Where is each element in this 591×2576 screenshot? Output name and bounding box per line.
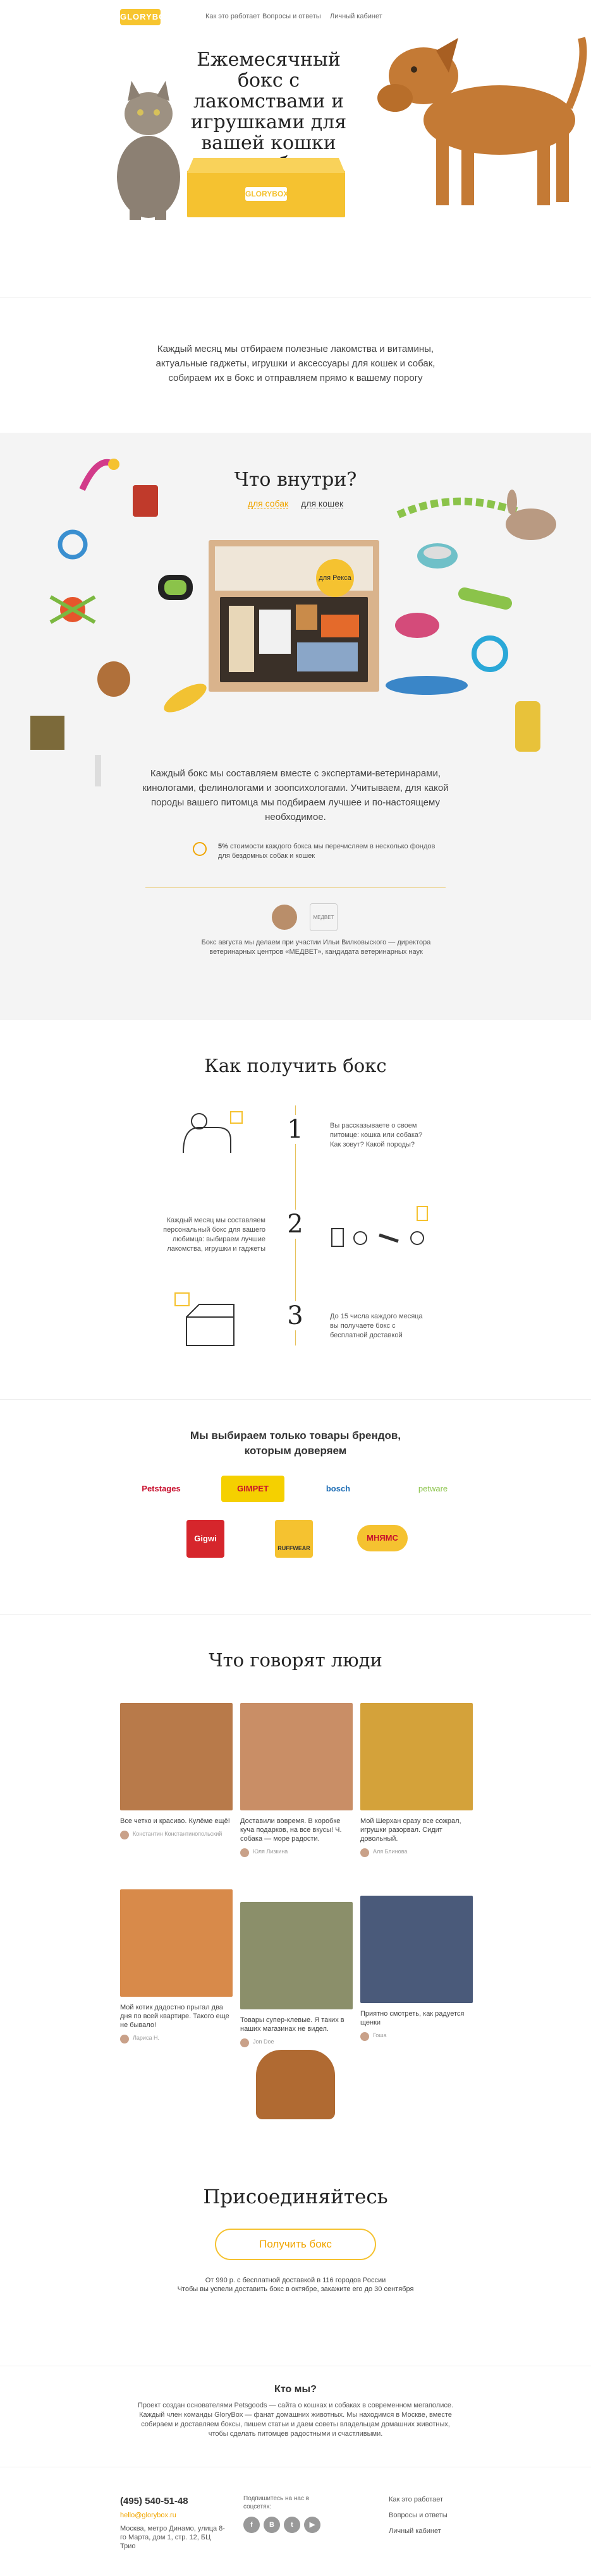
puppy-image	[256, 2050, 335, 2119]
brand-mnyams: МНЯМС	[357, 1525, 408, 1551]
expert-text: Бокс августа мы делаем при участии Ильи Вилковыского — директора ветеринарных центров «МЕДВЕТ», кандидата ветеринарных наук	[201, 939, 431, 956]
price-line-2: Чтобы вы успели доставить бокс в октябре, закажите его до 30 сентября	[177, 2285, 414, 2293]
rabbit-toy-icon	[493, 490, 563, 546]
open-box-image	[209, 540, 379, 692]
box-delivery-icon	[174, 1292, 243, 1352]
treat-bag-icon	[130, 482, 161, 520]
brand-ruffwear: RUFFWEAR	[275, 1520, 313, 1558]
review-author: Юля Лизкина	[240, 1848, 353, 1855]
medved-logo: МЕДВЕТ	[310, 903, 338, 931]
nav-account[interactable]: Личный кабинет	[330, 13, 382, 20]
hero-title: Ежемесячный бокс с лакомствами и игрушками для вашей кошки	[190, 49, 347, 154]
footer-how-it-works[interactable]: Как это работает	[389, 2496, 444, 2503]
review-author: Аля Блинова	[360, 1848, 473, 1855]
youtube-icon[interactable]: ▶	[304, 2517, 320, 2533]
charity-text: стоимости каждого бокса мы перечисляем в несколько фондов для бездомных собак и кошек	[218, 843, 436, 860]
about-section	[0, 2366, 591, 2467]
charity-note	[193, 842, 446, 861]
brand-gigwi: Gigwi	[186, 1520, 224, 1558]
brand-bosch: bosch	[326, 1484, 351, 1493]
fish-toy-icon	[379, 660, 474, 711]
reviews-title: Что говорят люди	[209, 1649, 382, 1671]
email-link[interactable]: hello@glorybox.ru	[120, 2512, 176, 2519]
dog-image	[354, 25, 588, 208]
review-text: Все четко и красиво. Кулёме ещё!	[120, 1817, 230, 1825]
step-3-number: 3	[286, 1301, 305, 1330]
avatar	[120, 2035, 129, 2043]
box-sticker: для Рекса	[316, 559, 354, 597]
nav-how-it-works[interactable]: Как это работает	[205, 13, 260, 20]
treat-box-icon	[25, 711, 70, 755]
box-logo: GLORYBOX	[245, 187, 287, 201]
ring-toy-icon	[468, 629, 512, 679]
inside-title: Что внутри?	[234, 469, 357, 491]
ball-toy-icon	[44, 584, 101, 635]
step-2-number: 2	[286, 1210, 305, 1239]
shampoo-bottle-icon	[506, 692, 550, 755]
products-icon	[329, 1203, 436, 1254]
review-card	[360, 1703, 473, 1855]
get-box-button[interactable]: Получить бокс	[215, 2229, 376, 2260]
subscribe-label: Подпишитесь на нас в соцсетях:	[243, 2495, 310, 2510]
step-1-number: 1	[286, 1115, 305, 1144]
price-info	[0, 2276, 591, 2294]
expert-avatar	[272, 905, 297, 930]
step-1-text: Вы рассказываете о своем питомце: кошка или собака? Как зовут? Какой породы?	[330, 1122, 423, 1148]
price-line-1: От 990 р. с бесплатной доставкой в 116 городов России	[205, 2277, 386, 2284]
review-text: Товары супер-клевые. Я таких в наших магазинах не видел.	[240, 2016, 344, 2033]
charity-percent: 5%	[218, 843, 228, 850]
inside-description: Каждый бокс мы составляем вместе с экспертами-ветеринарами, кинологами, фелинологами и зоопсихологами. Учитываем, для какой породы вашего питомца мы подбираем лучшее и по-настоящему необходимое.	[142, 768, 449, 822]
how-to-get-section	[0, 1020, 591, 1399]
cat-image	[101, 76, 196, 221]
rope-knot-icon	[54, 527, 92, 562]
pet-tabs	[228, 498, 363, 509]
brand-petstages: Petstages	[142, 1484, 181, 1493]
intro-text: Каждый месяц мы отбираем полезные лакомства и витамины, актуальные гаджеты, игрушки и аксессуары для кошек и собак, собираем их в бокс и отправляем прямо к вашему порогу	[155, 344, 436, 383]
review-photo	[240, 1703, 353, 1810]
calendar-badge	[3, 1023, 4, 1024]
plush-toy-icon	[88, 651, 139, 701]
review-author: Jon Doe	[240, 2038, 353, 2045]
join-section	[0, 2050, 591, 2366]
intro-section	[0, 297, 591, 433]
facebook-icon[interactable]: f	[243, 2517, 260, 2533]
brand-gimpet: GIMPET	[221, 1476, 284, 1502]
review-text: Приятно смотреть, как радуется щенки	[360, 2010, 465, 2026]
review-author: Константин Константинопольский	[120, 1831, 233, 1838]
join-title: Присоединяйтесь	[203, 2186, 388, 2208]
avatar	[360, 1848, 369, 1857]
avatar	[120, 1831, 129, 1839]
about-title: Кто мы?	[274, 2384, 317, 2395]
review-card	[360, 1896, 473, 2039]
tab-dogs[interactable]: для собак	[247, 498, 289, 509]
social-links	[243, 2517, 324, 2533]
review-author: Лариса Н.	[120, 2035, 233, 2042]
brands-section	[0, 1399, 591, 1614]
heart-icon	[193, 842, 207, 856]
hero-section	[0, 0, 591, 297]
step-3-text: До 15 числа каждого месяца вы получаете бокс с бесплатной доставкой	[330, 1313, 423, 1339]
footer-account[interactable]: Личный кабинет	[389, 2527, 441, 2535]
review-photo	[360, 1703, 473, 1810]
box-contents	[220, 597, 368, 682]
review-text: Мой котик дадостно прыгал два дня по всей квартире. Такого еще не бывало!	[120, 2004, 229, 2029]
reviews-section	[0, 1614, 591, 2050]
review-photo	[120, 1889, 233, 1997]
phone-number[interactable]: (495) 540-51-48	[120, 2496, 188, 2507]
rubber-chicken-icon	[155, 673, 215, 723]
avatar	[240, 1848, 249, 1857]
tab-cats[interactable]: для кошек	[301, 498, 344, 509]
food-bowl-icon	[414, 537, 461, 575]
how-title: Как получить бокс	[204, 1055, 387, 1076]
address: Москва, метро Динамо, улица 8-го Марта, дом 1, стр. 12, БЦ Трио	[120, 2525, 225, 2550]
nav-faq[interactable]: Вопросы и ответы	[262, 13, 321, 20]
review-photo	[120, 1703, 233, 1810]
review-text: Мой Шерхан сразу все сожрал, игрушки разорвал. Сидит довольный.	[360, 1817, 461, 1843]
review-card	[120, 1889, 233, 2042]
twitter-icon[interactable]: t	[284, 2517, 300, 2533]
glorybox-box	[187, 171, 345, 217]
avatar	[360, 2032, 369, 2041]
grooming-brush-icon	[155, 569, 196, 606]
vk-icon[interactable]: В	[264, 2517, 280, 2533]
review-card	[240, 1703, 353, 1855]
avatar	[240, 2038, 249, 2047]
footer-faq[interactable]: Вопросы и ответы	[389, 2512, 448, 2519]
review-photo	[360, 1896, 473, 2003]
chew-stick-icon	[85, 752, 111, 790]
logo[interactable]: GLORYBOX	[120, 9, 161, 25]
brand-petware: petware	[418, 1484, 448, 1493]
football-toy-icon	[389, 603, 446, 647]
review-text: Доставили вовремя. В коробке куча подарков, на все вкусы! Ч. собака — море радости.	[240, 1817, 342, 1843]
whats-inside-section	[0, 433, 591, 1020]
review-card	[240, 1902, 353, 2045]
brands-title: Мы выбираем только товары брендов, которым доверяем	[190, 1429, 401, 1457]
rope-toy-icon	[76, 452, 120, 496]
step-2-text: Каждый месяц мы составляем персональный бокс для вашего любимца: выбираем лучшие лакомства, игрушки и гаджеты	[163, 1217, 265, 1253]
review-photo	[240, 1902, 353, 2009]
review-author: Гоша	[360, 2032, 473, 2039]
review-card	[120, 1703, 233, 1838]
bone-toy-icon	[455, 575, 515, 622]
about-text: Проект создан основателями Petsgoods — сайта о кошках и собаках в современном мегаполисе. Каждый член команды GloryBox — фанат домашних животных. Мы находимся в Москве, вместе собираем и доставляем боксы, пишем статьи и даем советы владельцам домашних животных, чтобы сделать питомцев радостными и счастливыми.	[137, 2402, 454, 2438]
footer	[0, 2467, 591, 2576]
cat-dog-icon	[171, 1102, 247, 1165]
